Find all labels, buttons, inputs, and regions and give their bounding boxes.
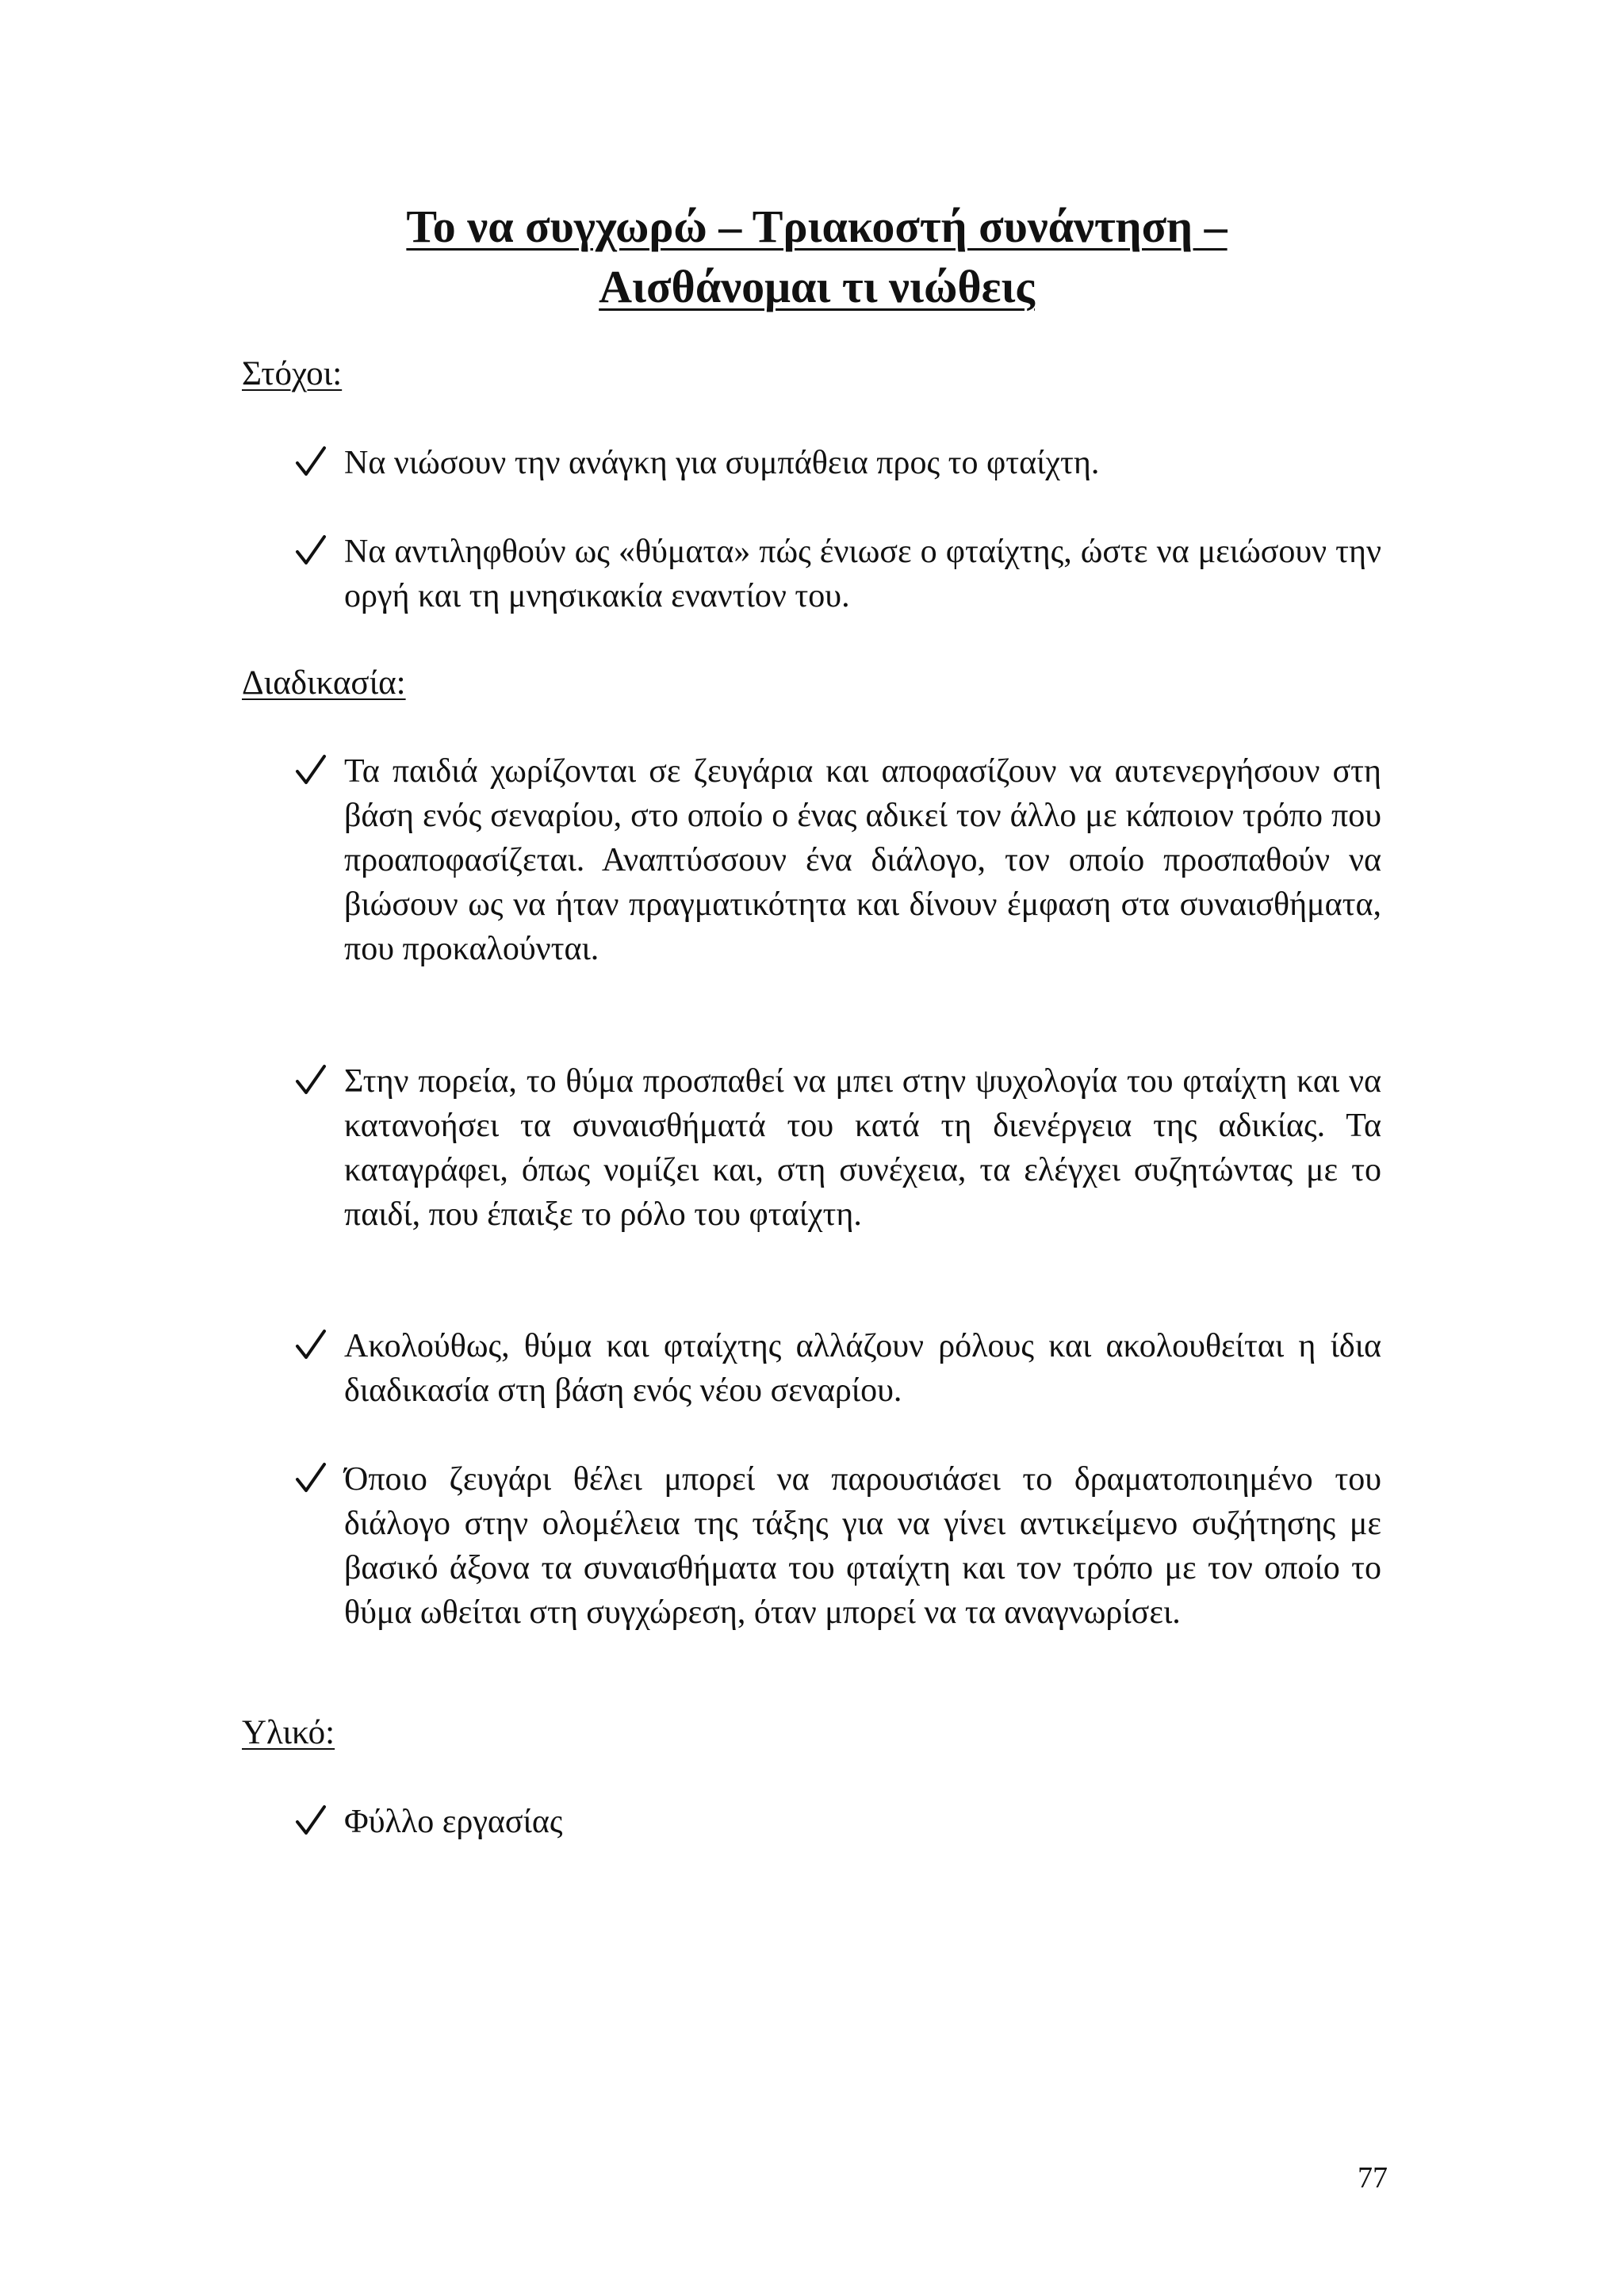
checkmark-icon (295, 1062, 327, 1097)
procedure-text: Τα παιδιά χωρίζονται σε ζευγάρια και αποφασίζουν να αυτενεργήσουν στη βάση ενός σεναρίου, στο οποίο ο ένας αδικεί τον άλλο με κάποιον τρόπο που προαποφασίζεται. Αναπτύσσουν ένα διάλογο, τον οποίο προσπαθούν να βιώσουν ως να ήταν πραγματικότητα και δίνουν έμφαση στα συναισθήματα, που προκαλούνται. (344, 753, 1381, 967)
page-number: 77 (1358, 2161, 1388, 2195)
page-title (238, 197, 1396, 317)
procedure-text: Ακολούθως, θύμα και φταίχτης αλλάζουν ρόλους και ακολουθείται η ίδια διαδικασία στη βάση ενός νέου σεναρίου. (344, 1328, 1381, 1409)
title-line-1: Το να συγχωρώ – Τριακοστή συνάντηση – (406, 201, 1228, 252)
checkmark-icon (295, 533, 327, 568)
material-text: Φύλλο εργασίας (344, 1804, 563, 1840)
procedure-item (295, 1457, 1381, 1635)
procedure-text: Όποιο ζευγάρι θέλει μπορεί να παρουσιάσει το δραματοποιημένο του διάλογο στην ολομέλεια της τάξης για να γίνει αντικείμενο συζήτησης με βασικό άξονα τα συναισθήματα του φταίχτη και τον τρόπο με τον οποίο το θύμα ωθείται στη συγχώρεση, όταν μπορεί να τα αναγνωρίσει. (344, 1461, 1381, 1631)
goal-text: Να νιώσουν την ανάγκη για συμπάθεια προς το φταίχτη. (344, 445, 1100, 481)
procedure-item (295, 1324, 1381, 1413)
checkmark-icon (295, 1460, 327, 1495)
procedure-text: Στην πορεία, το θύμα προσπαθεί να μπει στην ψυχολογία του φταίχτη και να κατανοήσει τα συναισθήματά του κατά τη διενέργεια της αδικίας. Τα καταγράφει, όπως νομίζει και, στη συνέχεια, τα ελέγχει συζητώντας με το παιδί, που έπαιξε το ρόλο του φταίχτη. (344, 1063, 1381, 1233)
checkmark-icon (295, 444, 327, 479)
procedure-item (295, 1059, 1381, 1237)
procedure-heading: Διαδικασία: (242, 664, 406, 702)
goals-heading: Στόχοι: (242, 355, 343, 392)
checkmark-icon (295, 1803, 327, 1838)
checkmark-icon (295, 1327, 327, 1362)
goal-item (295, 530, 1381, 618)
material-heading: Υλικό: (242, 1714, 335, 1751)
checkmark-icon (295, 752, 327, 787)
goal-item (295, 441, 1381, 485)
material-item (295, 1800, 1381, 1844)
title-line-2: Αισθάνομαι τι νιώθεις (599, 261, 1035, 312)
goal-text: Να αντιληφθούν ως «θύματα» πώς ένιωσε ο φταίχτης, ώστε να μειώσουν την οργή και τη μνησικακία εναντίον του. (344, 534, 1381, 614)
procedure-item (295, 749, 1381, 971)
